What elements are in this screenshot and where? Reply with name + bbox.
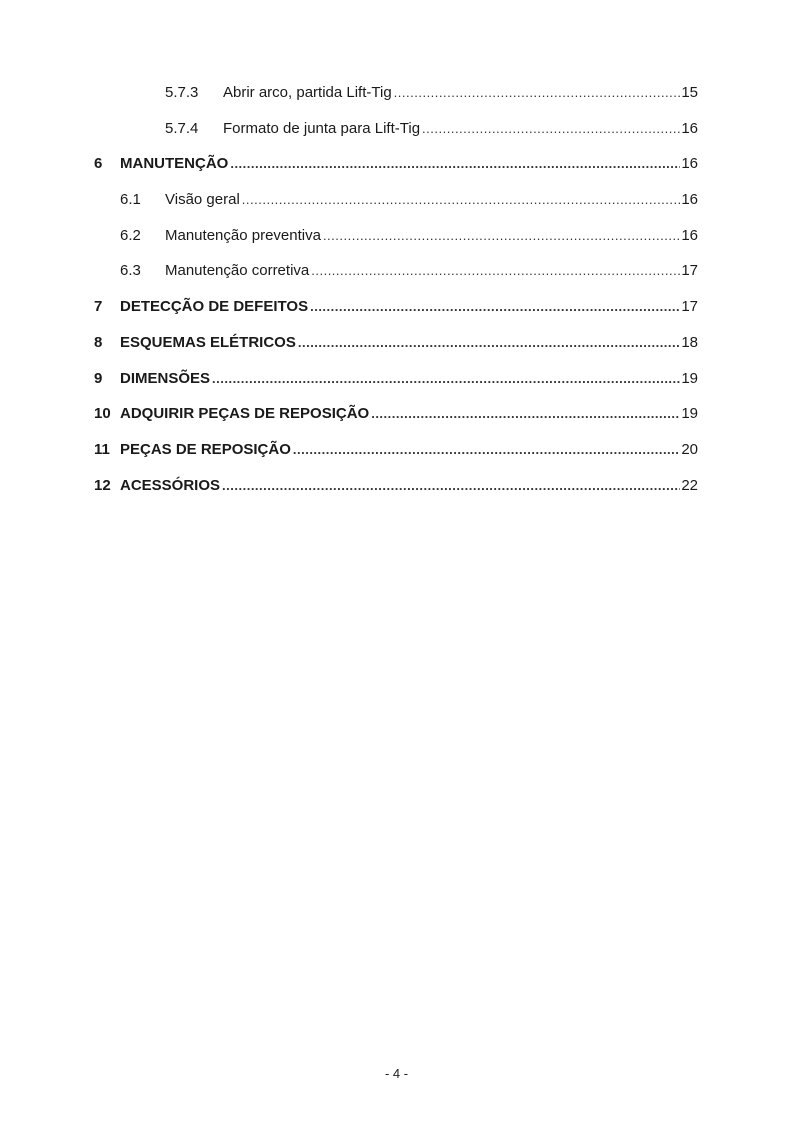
toc-entry-page: 17 xyxy=(681,298,698,316)
toc-entry-number: 9 xyxy=(94,369,103,387)
toc-entry-title: Manutenção corretiva xyxy=(165,262,310,280)
toc-leader-dots xyxy=(311,263,680,278)
toc-entry-page: 16 xyxy=(681,155,698,173)
toc-entry-title: Manutenção preventiva xyxy=(165,226,321,244)
toc-entry-page: 16 xyxy=(681,119,698,137)
toc-entry-title: Abrir arco, partida Lift-Tig xyxy=(223,84,392,101)
toc-entry-8[interactable] xyxy=(94,334,698,370)
toc-entry-page: 19 xyxy=(681,369,698,387)
toc-leader-dots xyxy=(394,85,681,100)
toc-entry-number: 6.2 xyxy=(120,226,141,244)
toc-entry-number: 6 xyxy=(94,155,103,173)
toc-entry-title: Visão geral xyxy=(165,191,240,209)
toc-entry-title: PEÇAS DE REPOSIÇÃO xyxy=(120,440,291,458)
toc-entry-5-7-3[interactable] xyxy=(94,84,698,120)
page-number-footer: - 4 - xyxy=(384,1066,409,1081)
toc-leader-dots xyxy=(293,442,680,457)
toc-entry-number: 12 xyxy=(94,476,111,494)
toc-entry-7[interactable] xyxy=(94,298,698,334)
toc-leader-dots xyxy=(371,406,680,421)
toc-entry-title: ADQUIRIR PEÇAS DE REPOSIÇÃO xyxy=(120,405,370,423)
toc-entry-10[interactable] xyxy=(94,405,698,441)
toc-entry-title: DIMENSÕES xyxy=(120,369,211,387)
toc-entry-6[interactable] xyxy=(94,155,698,191)
toc-entry-page: 18 xyxy=(681,333,698,351)
toc-leader-dots xyxy=(323,228,680,243)
toc-leader-dots xyxy=(222,478,680,493)
toc-leader-dots xyxy=(230,156,680,171)
toc-entry-page: 22 xyxy=(681,476,698,494)
toc-entry-number: 5.7.3 xyxy=(165,84,199,101)
toc-entry-6-3[interactable] xyxy=(94,262,698,298)
toc-entry-title: MANUTENÇÃO xyxy=(120,155,229,173)
toc-entry-page: 19 xyxy=(681,405,698,423)
toc-entry-5-7-4[interactable] xyxy=(94,120,698,156)
toc-entry-12[interactable] xyxy=(94,477,698,513)
toc-entry-page: 15 xyxy=(681,84,698,101)
toc-entry-title: DETECÇÃO DE DEFEITOS xyxy=(120,298,309,316)
toc-entry-number: 10 xyxy=(94,405,111,423)
toc-entry-6-1[interactable] xyxy=(94,191,698,227)
toc-entry-6-2[interactable] xyxy=(94,227,698,263)
toc-entry-number: 5.7.4 xyxy=(165,119,199,137)
toc-entry-number: 7 xyxy=(94,298,103,316)
toc-entry-title: ACESSÓRIOS xyxy=(120,476,221,494)
table-of-contents xyxy=(94,84,698,512)
toc-entry-title: ESQUEMAS ELÉTRICOS xyxy=(120,333,296,351)
toc-leader-dots xyxy=(242,192,681,207)
toc-leader-dots xyxy=(310,299,680,314)
toc-entry-page: 16 xyxy=(681,226,698,244)
toc-entry-number: 6.3 xyxy=(120,262,141,280)
toc-entry-page: 17 xyxy=(681,262,698,280)
toc-entry-11[interactable] xyxy=(94,441,698,477)
toc-leader-dots xyxy=(422,121,680,136)
toc-entry-number: 8 xyxy=(94,333,103,351)
toc-entry-title: Formato de junta para Lift-Tig xyxy=(223,119,421,137)
toc-leader-dots xyxy=(298,335,680,350)
toc-entry-9[interactable] xyxy=(94,370,698,406)
toc-entry-page: 16 xyxy=(681,191,698,209)
toc-leader-dots xyxy=(212,371,680,386)
toc-entry-number: 11 xyxy=(94,440,110,458)
toc-entry-page: 20 xyxy=(681,440,698,458)
toc-entry-number: 6.1 xyxy=(120,191,141,209)
